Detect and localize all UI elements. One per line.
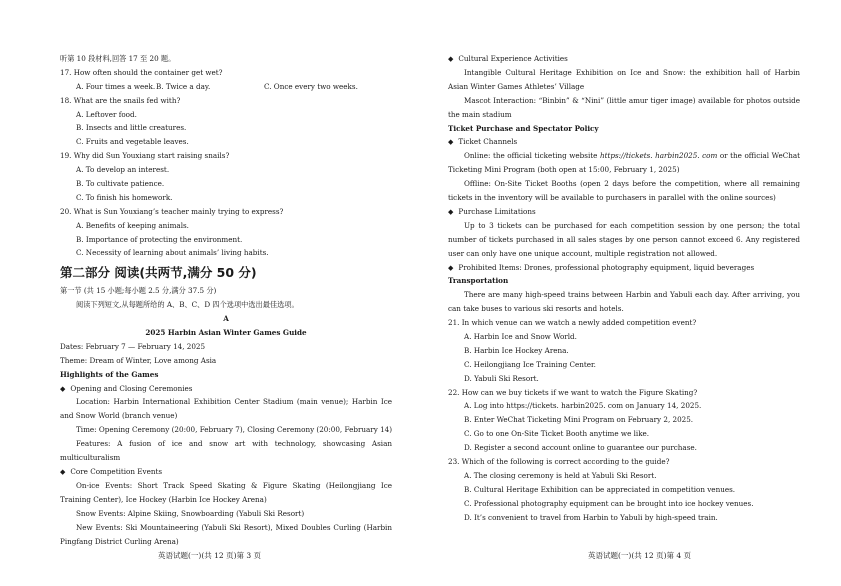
option-text: A. Four times a week.	[76, 81, 156, 91]
online-text	[448, 149, 800, 177]
section-title: 第一节 (共 15 小题;每小题 2.5 分,满分 37.5 分)	[60, 286, 217, 296]
option-text: B. Cultural Heritage Exhibition can be appreciated in competition venues.	[464, 484, 736, 494]
part-two-title: 第二部分 阅读(共两节,满分 50 分)	[60, 265, 257, 281]
question-text: 20. What is Sun Youxiang’s teacher mainly trying to express?	[60, 206, 284, 216]
option-text: D. It’s convenient to travel from Harbin to Yabuli by high-speed train.	[464, 512, 718, 522]
option-text: C. Necessity of learning about animals’ living habits.	[76, 248, 269, 258]
option-text: B. Insects and little creatures.	[76, 123, 187, 133]
location-text: Location: Harbin International Exhibition Center Stadium (main venue); Harbin Ice and Snow World (branch venue)	[60, 397, 392, 421]
question-text: 19. Why did Sun Youxiang start raising snails?	[60, 151, 230, 161]
highlights-heading: Highlights of the Games	[60, 369, 159, 379]
transport-heading: Transportation	[448, 276, 509, 286]
dates-text: Dates: February 7 — February 14, 2025	[60, 341, 206, 351]
core-heading: ◆ Core Competition Events	[60, 465, 392, 479]
option-text: A. To develop an interest.	[76, 165, 170, 175]
right-footer: 英语试题(一)(共 12 页)第 4 页	[588, 551, 692, 560]
mascot-text: Mascot Interaction: “Binbin” & “Nini” (little amur tiger image) available for photos outside the main stadium	[448, 95, 800, 119]
limits-heading: ◆ Purchase Limitations	[448, 205, 800, 219]
prohibited-text: ◆ Prohibited Items: Drones, professional photography equipment, liquid beverages	[448, 261, 800, 275]
passage-letter: A	[223, 314, 229, 324]
right-column	[448, 52, 800, 524]
left-column	[60, 52, 392, 548]
option-text: A. Log into https://tickets. harbin2025. com on January 14, 2025.	[464, 401, 702, 411]
option-text: D. Register a second account online to guarantee our purchase.	[464, 443, 697, 453]
option-text: C. To finish his homework.	[76, 192, 173, 202]
offline-text: Offline: On-Site Ticket Booths (open 2 days before the competition, where all remaining tickets in the inventory will be available to purchasers in parallel with the online sources)	[448, 179, 800, 203]
right-page	[420, 0, 841, 586]
transport-text: There are many high-speed trains between Harbin and Yabuli each day. After arriving, you can take buses to various ski resorts and hotels.	[448, 290, 800, 314]
listening-intro: 听第 10 段材料,回答 17 至 20 题。	[60, 54, 176, 63]
on-ice-text: On-ice Events: Short Track Speed Skating & Figure Skating (Heilongjiang Ice Training Center), Ice Hockey (Harbin Ice Hockey Arena)	[60, 480, 392, 504]
passage-title: 2025 Harbin Asian Winter Games Guide	[145, 328, 307, 338]
option-text: B. Enter WeChat Ticketing Mini Program on February 2, 2025.	[464, 415, 694, 425]
option-text: C. Heilongjiang Ice Training Center.	[464, 359, 596, 369]
option-text: B. Importance of protecting the environment.	[76, 234, 243, 244]
option-text: A. Leftover food.	[76, 109, 137, 119]
official-website-link: https://tickets. harbin2025. com	[599, 151, 718, 161]
listening-questions	[60, 66, 392, 260]
online-post: or the official WeChat Ticketing Mini Program (both open at 15:00, February 1, 2025)	[448, 151, 801, 175]
intangible-text: Intangible Cultural Heritage Exhibition on Ice and Snow: the exhibition hall of Harbin Asian Winter Games Athletes’ Village	[448, 67, 800, 91]
option-text: B. To cultivate patience.	[76, 179, 165, 189]
option-text: B. Harbin Ice Hockey Arena.	[464, 345, 569, 355]
features-text: Features: A fusion of ice and snow art with technology, showcasing Asian multiculturalism	[60, 439, 392, 463]
question-text: 17. How often should the container get wet?	[60, 67, 223, 77]
option-text: B. Twice a day.	[156, 81, 211, 91]
channels-heading: ◆ Ticket Channels	[448, 135, 800, 149]
snow-events-text: Snow Events: Alpine Skiing, Snowboarding (Yabuli Ski Resort)	[76, 508, 305, 518]
limits-text: Up to 3 tickets can be purchased for each competition session by one person; the total number of tickets purchased in all sales stages by one person cannot exceed 6. Any registered user can only have one unique account, multiple registration not allowed.	[448, 220, 800, 258]
left-page	[0, 0, 420, 586]
new-events-text: New Events: Ski Mountaineering (Yabuli Ski Resort), Mixed Doubles Curling (Harbin Pingfang District Curling Arena)	[60, 522, 392, 546]
option-text: A. Harbin Ice and Snow World.	[464, 332, 577, 342]
time-text: Time: Opening Ceremony (20:00, February 7), Closing Ceremony (20:00, February 14)	[76, 425, 392, 435]
left-footer: 英语试题(一)(共 12 页)第 3 页	[158, 551, 262, 560]
opening-heading: ◆ Opening and Closing Ceremonies	[60, 382, 392, 396]
question-text: 23. Which of the following is correct according to the guide?	[448, 457, 670, 467]
question-text: 21. In which venue can we watch a newly added competition event?	[448, 318, 697, 328]
option-text: C. Professional photography equipment can be brought into ice hockey venues.	[464, 498, 754, 508]
option-text: C. Once every two weeks.	[264, 81, 358, 91]
option-text: C. Go to one On-Site Ticket Booth anytime we like.	[464, 429, 650, 439]
question-text: 18. What are the snails fed with?	[60, 95, 181, 105]
option-text: C. Fruits and vegetable leaves.	[76, 137, 189, 147]
options-row	[60, 80, 392, 94]
option-text: A. Benefits of keeping animals.	[76, 220, 189, 230]
ticket-heading: Ticket Purchase and Spectator Policy	[448, 123, 599, 133]
cultural-heading: ◆ Cultural Experience Activities	[448, 52, 800, 66]
option-text: D. Yabuli Ski Resort.	[464, 373, 539, 383]
option-text: A. The closing ceremony is held at Yabuli Ski Resort.	[464, 470, 657, 480]
reading-questions	[448, 316, 800, 524]
online-pre: Online: the official ticketing website	[464, 151, 600, 161]
reading-instruction: 阅读下列短文,从每题所给的 A、B、C、D 四个选项中选出最佳选项。	[76, 300, 299, 310]
theme-text: Theme: Dream of Winter, Love among Asia	[60, 355, 217, 365]
question-text: 22. How can we buy tickets if we want to watch the Figure Skating?	[448, 387, 698, 397]
